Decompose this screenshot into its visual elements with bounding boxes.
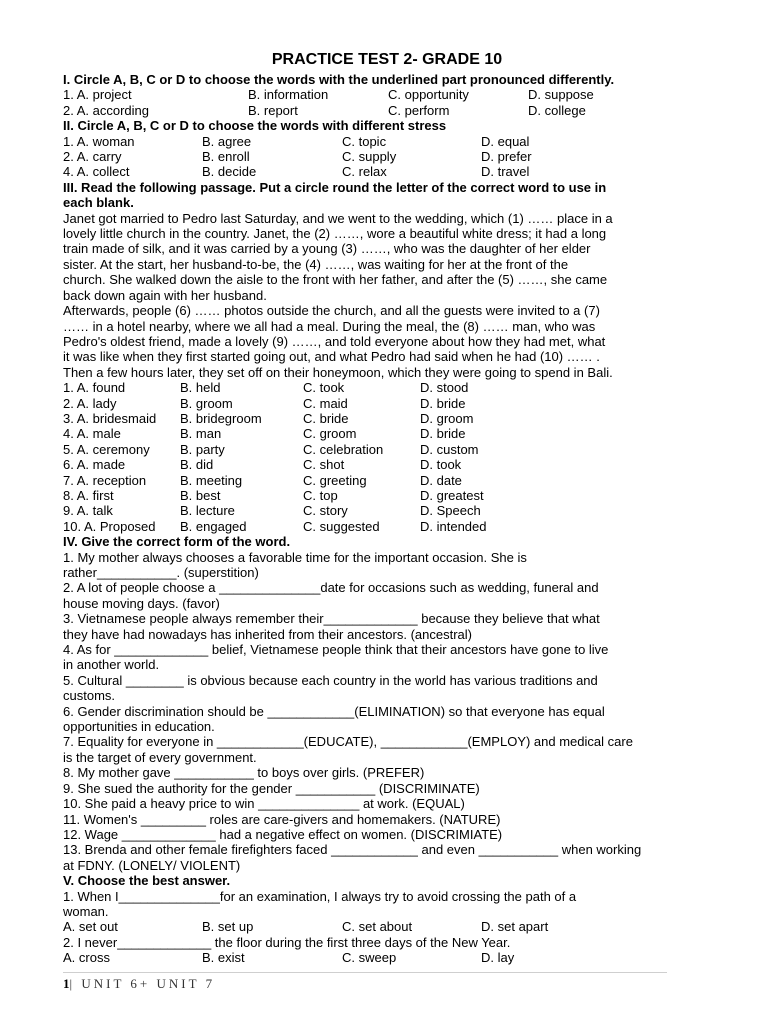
option-row xyxy=(63,426,711,441)
option-row xyxy=(63,442,711,457)
option-row xyxy=(63,950,711,965)
passage-line: it was like when they first started going out, and what Pedro had said when he had (10) …… . xyxy=(63,349,600,365)
option-row xyxy=(63,396,711,411)
passage-line: lovely little church in the country. Janet, the (2) ……, wore a beautiful white dress; it had a long xyxy=(63,226,607,242)
option: D. groom xyxy=(420,410,474,426)
worksheet xyxy=(63,50,711,966)
passage-line: church. She walked down the aisle to the front with her father, and after the (5) ……, she came xyxy=(63,272,608,288)
option: D. travel xyxy=(481,164,530,180)
option: D. greatest xyxy=(420,487,484,503)
question-line: opportunities in education. xyxy=(63,719,215,735)
option: B. enroll xyxy=(202,149,250,165)
section-2-heading: II. Circle A, B, C or D to choose the words with different stress xyxy=(63,118,447,134)
question-line: house moving days. (favor) xyxy=(63,595,220,611)
question-line: 11. Women's _________ roles are care-givers and homemakers. (NATURE) xyxy=(63,811,501,827)
option: D. bride xyxy=(420,395,466,411)
question-line: customs. xyxy=(63,688,116,704)
option: C. relax xyxy=(342,164,387,180)
option: 6. A. made xyxy=(63,457,126,473)
question-line: 6. Gender discrimination should be ____________(ELIMINATION) so that everyone has equal xyxy=(63,703,605,719)
question-line: 7. Equality for everyone in ____________(EDUCATE), ____________(EMPLOY) and medical care xyxy=(63,734,633,750)
option: 1. A. project xyxy=(63,87,132,103)
option: B. decide xyxy=(202,164,257,180)
option: C. topic xyxy=(342,133,387,149)
option: B. agree xyxy=(202,133,252,149)
option: 5. A. ceremony xyxy=(63,441,150,457)
passage-line: Janet got married to Pedro last Saturday, and we went to the wedding, which (1) …… place in a xyxy=(63,210,613,226)
page-title: PRACTICE TEST 2- GRADE 10 xyxy=(271,51,503,68)
option-row xyxy=(63,380,711,395)
option-row xyxy=(63,87,711,102)
option: C. groom xyxy=(303,426,357,442)
option: B. set up xyxy=(202,919,254,935)
option: 4. A. collect xyxy=(63,164,130,180)
section-1-heading: I. Circle A, B, C or D to choose the words with the underlined part pronounced differently. xyxy=(63,72,615,87)
option: D. took xyxy=(420,457,462,473)
option: D. custom xyxy=(420,441,479,457)
question-line: woman. xyxy=(63,903,109,919)
option: B. held xyxy=(180,380,221,396)
option: D. intended xyxy=(420,518,487,534)
option: D. prefer xyxy=(481,149,532,165)
option-row xyxy=(63,488,711,503)
question-line: 4. As for _____________ belief, Vietnamese people think that their ancestors have gone to live xyxy=(63,642,609,658)
passage-line: Then a few hours later, they set off on their honeymoon, which they were going to spend in Bali. xyxy=(63,364,613,380)
question-line: 5. Cultural ________ is obvious because each country in the world has various traditions and xyxy=(63,672,598,688)
footer-text: UNIT 6+ UNIT 7 xyxy=(81,976,216,991)
option: A. cross xyxy=(63,950,110,966)
option-row xyxy=(63,503,711,518)
option-row xyxy=(63,103,711,118)
option: D. equal xyxy=(481,133,530,149)
question-line: 1. When I______________for an examination, I always try to avoid crossing the path of a xyxy=(63,888,577,904)
question-line: they have had nowadays has inherited from their ancestors. (ancestral) xyxy=(63,626,472,642)
passage-line: …… in a hotel nearby, where we all had a meal. During the meal, the (8) …… man, who was xyxy=(63,318,596,334)
question-line: 9. She sued the authority for the gender ___________ (DISCRIMINATE) xyxy=(63,780,480,796)
option-row xyxy=(63,149,711,164)
option: 3. A. bridesmaid xyxy=(63,410,157,426)
question-line: 12. Wage _____________ had a negative effect on women. (DISCRIMIATE) xyxy=(63,826,503,842)
option: C. top xyxy=(303,487,338,503)
question-line: is the target of every government. xyxy=(63,749,257,765)
question-line: rather___________. (superstition) xyxy=(63,565,259,580)
option: B. exist xyxy=(202,950,245,966)
question-line: 2. A lot of people choose a ______________date for occasions such as wedding, funeral and xyxy=(63,580,599,596)
footer-separator: | xyxy=(69,976,76,991)
question-line: at FDNY. (LONELY/ VIOLENT) xyxy=(63,857,241,873)
option-row xyxy=(63,411,711,426)
option: 2. A. lady xyxy=(63,395,117,411)
question-line: 13. Brenda and other female firefighters faced ____________ and even ___________ when working xyxy=(63,842,642,858)
section-3-heading: III. Read the following passage. Put a circle round the letter of the correct word to use in xyxy=(63,179,607,195)
option-row xyxy=(63,919,711,934)
option: 1. A. woman xyxy=(63,133,135,149)
option: D. date xyxy=(420,472,462,488)
passage-line: sister. At the start, her husband-to-be, the (4) ……, was waiting for her at the front of the xyxy=(63,256,569,272)
option: C. took xyxy=(303,380,345,396)
option: 8. A. first xyxy=(63,487,114,503)
option-row xyxy=(63,519,711,534)
option: D. suppose xyxy=(528,87,594,103)
option: A. set out xyxy=(63,919,118,935)
section-3-heading-cont: each blank. xyxy=(63,195,134,211)
option-row xyxy=(63,473,711,488)
question-line: 1. My mother always chooses a favorable time for the important occasion. She is xyxy=(63,549,527,565)
option: C. celebration xyxy=(303,441,384,457)
option: D. set apart xyxy=(481,919,549,935)
option: C. opportunity xyxy=(388,87,469,103)
option: B. man xyxy=(180,426,222,442)
option: 9. A. talk xyxy=(63,503,113,519)
option: C. bride xyxy=(303,410,349,426)
passage-line: train made of silk, and it was carried by a young (3) ……, who was the daughter of her elder xyxy=(63,241,591,257)
question-line: in another world. xyxy=(63,657,160,673)
question-line: 2. I never_____________ the floor during the first three days of the New Year. xyxy=(63,934,511,950)
passage-line: Afterwards, people (6) …… photos outside the church, and all the guests were invited to a (7) xyxy=(63,303,600,319)
option: 7. A. reception xyxy=(63,472,147,488)
section-4-heading: IV. Give the correct form of the word. xyxy=(63,534,291,550)
option: C. shot xyxy=(303,457,345,473)
question-line: 3. Vietnamese people always remember their_____________ because they believe that what xyxy=(63,611,600,627)
option: B. meeting xyxy=(180,472,243,488)
option: C. greeting xyxy=(303,472,367,488)
option: B. information xyxy=(248,87,329,103)
option: D. stood xyxy=(420,380,469,396)
option: D. lay xyxy=(481,950,515,966)
option: B. party xyxy=(180,441,225,457)
option: B. did xyxy=(180,457,214,473)
page-number: 1 xyxy=(63,976,70,991)
option: 4. A. male xyxy=(63,426,121,442)
section-5-heading: V. Choose the best answer. xyxy=(63,873,231,889)
option: C. set about xyxy=(342,919,413,935)
option-row xyxy=(63,134,711,149)
page-footer xyxy=(63,976,215,992)
question-line: 10. She paid a heavy price to win ______________ at work. (EQUAL) xyxy=(63,796,465,812)
option: B. groom xyxy=(180,395,233,411)
option: B. best xyxy=(180,487,221,503)
footer-divider xyxy=(63,972,667,973)
option: D. bride xyxy=(420,426,466,442)
option: B. report xyxy=(248,102,298,118)
option: B. lecture xyxy=(180,503,235,519)
option: B. bridegroom xyxy=(180,410,262,426)
option-row xyxy=(63,164,711,179)
option: C. maid xyxy=(303,395,348,411)
option: 10. A. Proposed xyxy=(63,518,156,534)
option: 2. A. according xyxy=(63,102,149,118)
option: C. supply xyxy=(342,149,397,165)
option: D. Speech xyxy=(420,503,481,519)
question-line: 8. My mother gave ___________ to boys over girls. (PREFER) xyxy=(63,765,425,781)
passage-line: back down again with her husband. xyxy=(63,287,267,303)
option: 1. A. found xyxy=(63,380,126,396)
option: B. engaged xyxy=(180,518,247,534)
option: C. sweep xyxy=(342,950,397,966)
option-row xyxy=(63,457,711,472)
option: C. story xyxy=(303,503,348,519)
option: D. college xyxy=(528,102,586,118)
option: C. perform xyxy=(388,102,450,118)
option: C. suggested xyxy=(303,518,380,534)
passage-line: Pedro's oldest friend, made a lovely (9) ……, and told everyone about how they had met, what xyxy=(63,333,606,349)
option: 2. A. carry xyxy=(63,149,122,165)
